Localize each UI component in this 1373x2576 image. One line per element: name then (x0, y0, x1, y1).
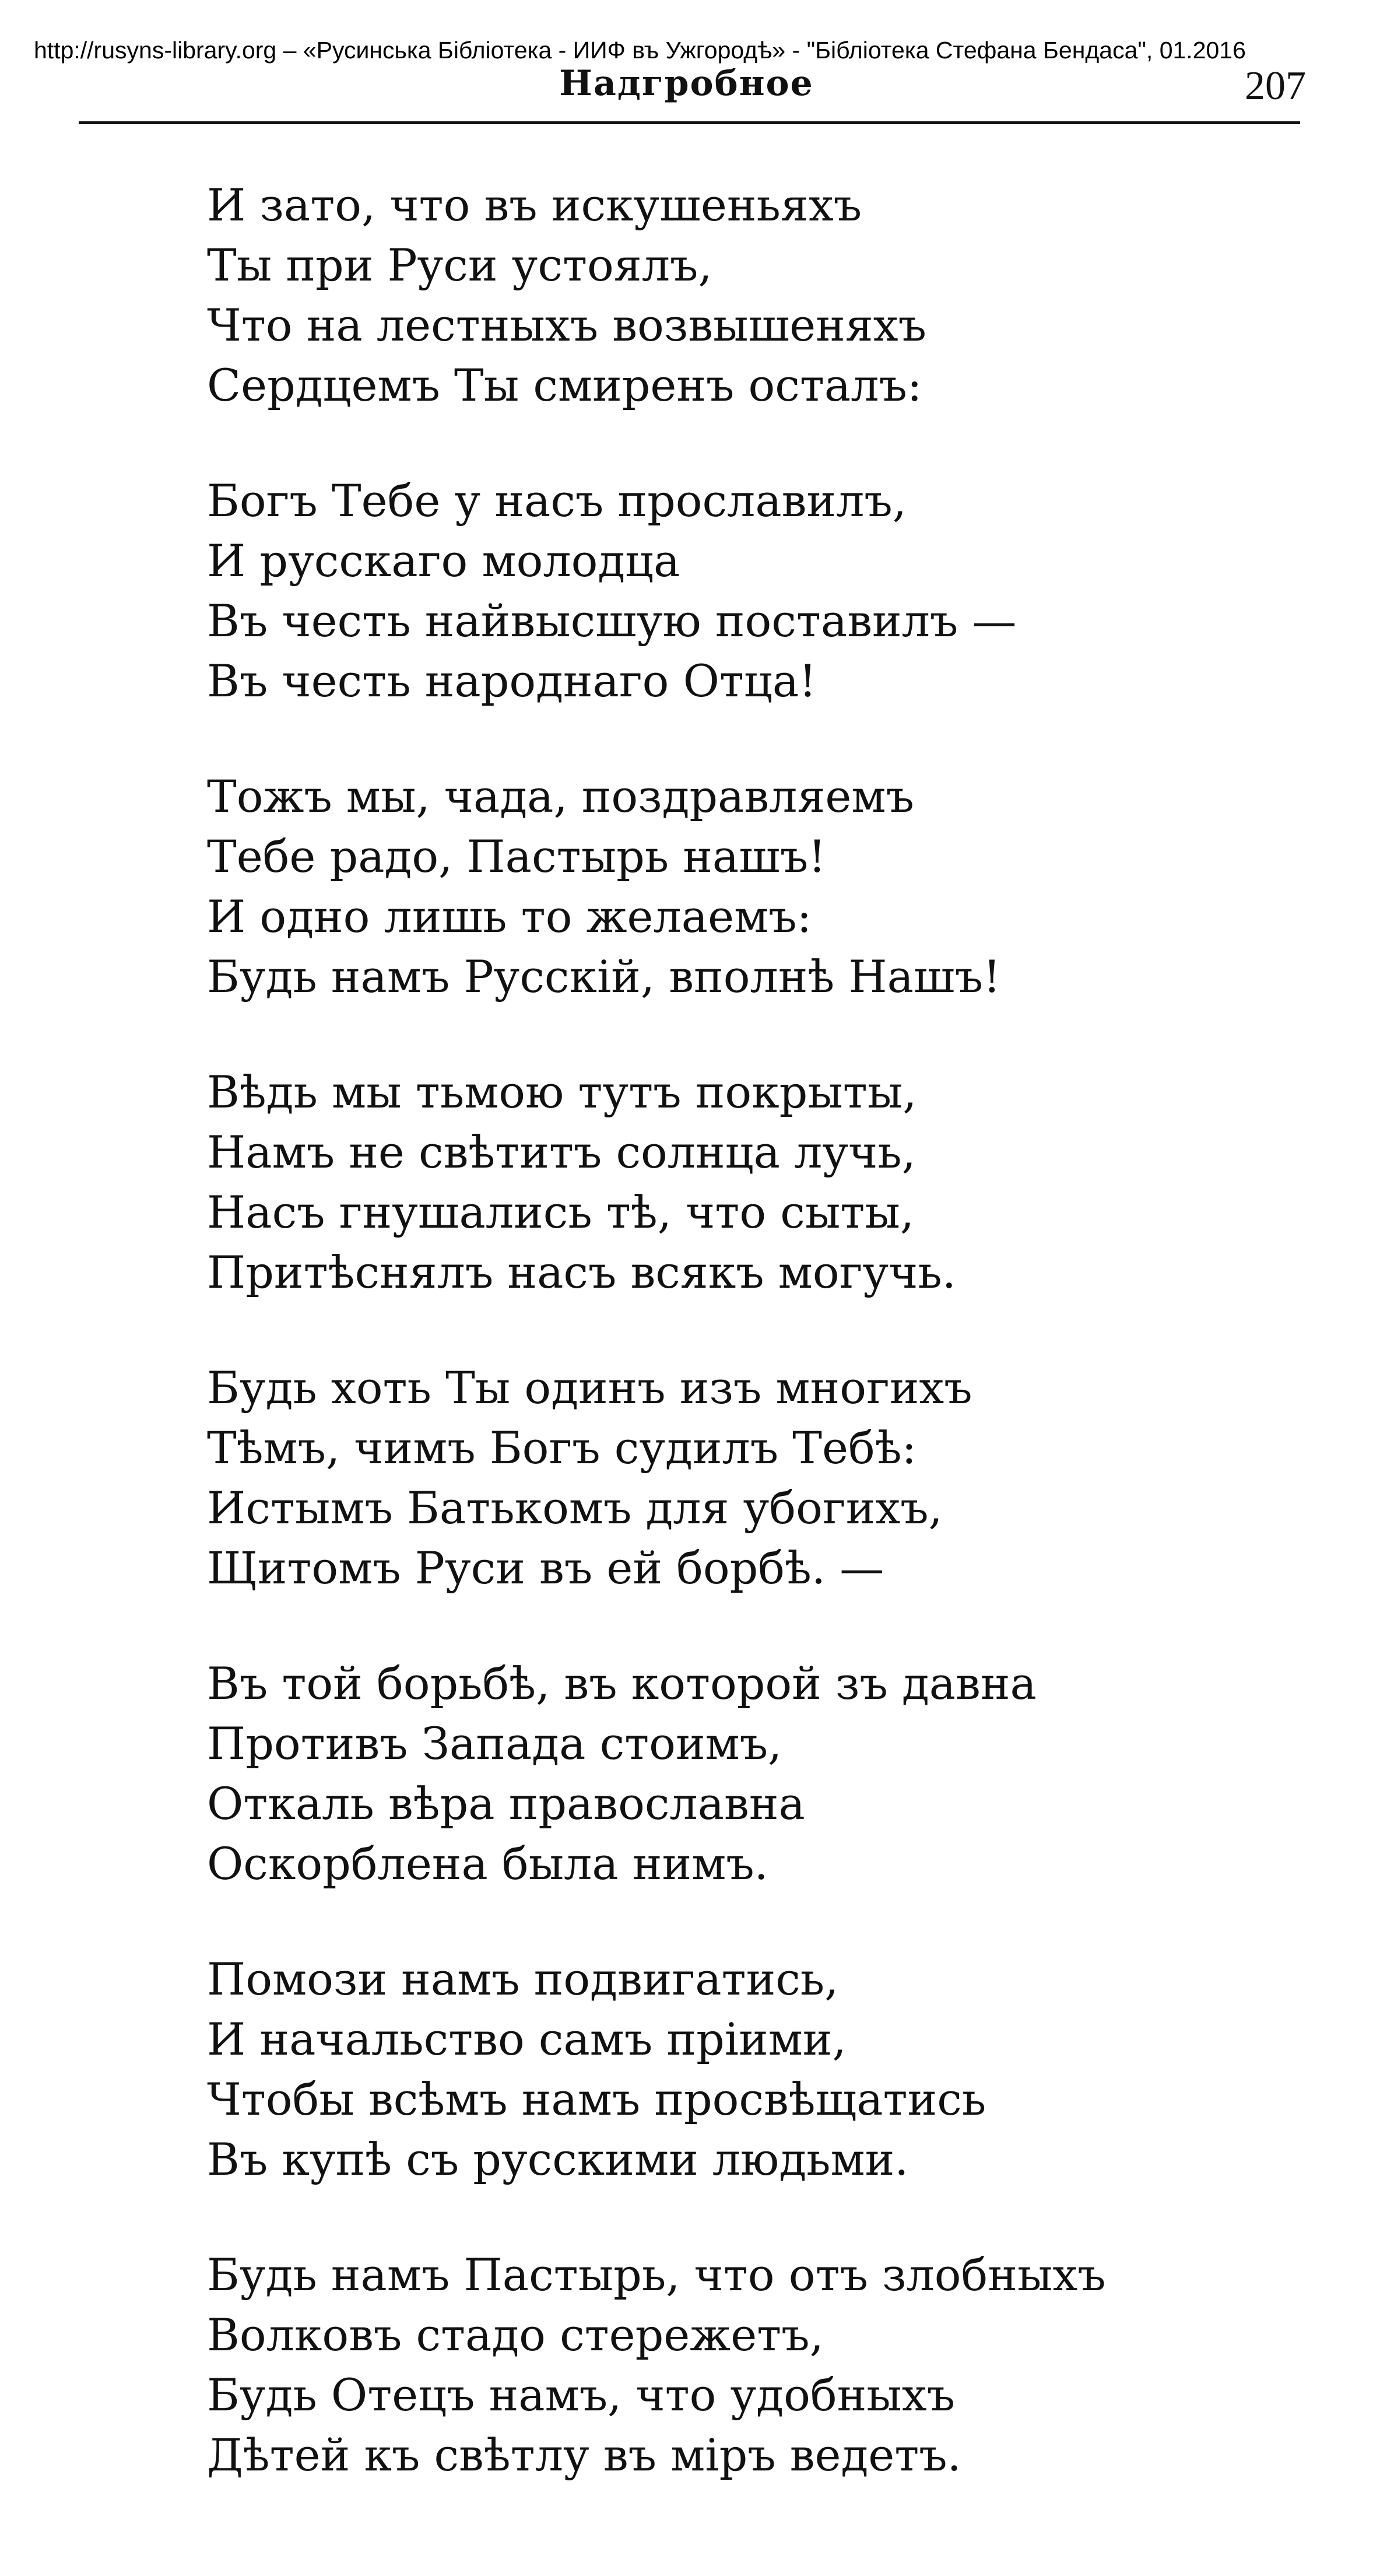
poem-line: Будь хоть Ты одинъ изъ многихъ (207, 1362, 972, 1414)
poem-line: Въ той борьбѣ, въ которой зъ давна (207, 1657, 1037, 1709)
poem-line: Насъ гнушались тѣ, что сыты, (207, 1186, 914, 1238)
poem-line: И начальство самъ пріими, (207, 2013, 847, 2065)
poem-line: Сердцемъ Ты смиренъ осталъ: (207, 359, 922, 411)
poem-line: Что на лестныхъ возвышеняхъ (207, 299, 926, 351)
stanza (207, 1949, 1286, 2189)
stanza (207, 2245, 1286, 2485)
stanza (207, 1358, 1286, 1598)
poem-line: Ты при Руси устоялъ, (207, 239, 712, 291)
poem-line: Истымъ Батькомъ для убогихъ, (207, 1482, 943, 1534)
page-title: Надгробное (559, 63, 814, 104)
poem-line: Оскорблена была нимъ. (207, 1838, 768, 1890)
poem-line: Волковъ стадо стережетъ, (207, 2309, 824, 2361)
poem-line: Будь намъ Пастырь, что отъ злобныхъ (207, 2249, 1106, 2301)
poem-line: Дѣтей къ свѣтлу въ міръ ведетъ. (207, 2429, 961, 2481)
poem-line: Въ купѣ съ русскими людьми. (207, 2133, 909, 2185)
poem-line: И одно лишь то желаемъ: (207, 891, 812, 942)
poem-line: Чтобы всѣмъ намъ просвѣщатись (207, 2073, 986, 2125)
poem-line: Будь намъ Русскій, вполнѣ Нашъ! (207, 951, 1001, 1003)
stanza (207, 471, 1286, 711)
stanza (207, 1062, 1286, 1302)
poem-line: Будь Отецъ намъ, что удобныхъ (207, 2369, 955, 2421)
page-number: 207 (1245, 64, 1306, 108)
poem-line: Притѣснялъ насъ всякъ могучь. (207, 1246, 956, 1298)
poem-line: Вѣдь мы тьмою тутъ покрыты, (207, 1066, 917, 1118)
poem-line: Тожъ мы, чада, поздравляемъ (207, 770, 914, 822)
poem-line: И зато, что въ искушеньяхъ (207, 179, 862, 231)
running-header (0, 63, 1373, 110)
poem-line: Тѣмъ, чимъ Богъ судилъ Тебѣ: (207, 1422, 917, 1474)
poem-line: Помози намъ подвигатись, (207, 1953, 839, 2005)
poem (207, 175, 1286, 2540)
poem-line: Откаль вѣра православна (207, 1778, 805, 1830)
stanza (207, 766, 1286, 1007)
poem-line: Тебе радо, Пастырь нашъ! (207, 830, 826, 882)
poem-line: И русскаго молодца (207, 535, 680, 587)
poem-line: Богъ Тебе у насъ прославилъ, (207, 475, 907, 527)
poem-line: Въ честь найвысшую поставилъ — (207, 595, 1017, 647)
stanza (207, 175, 1286, 415)
stanza (207, 1653, 1286, 1894)
poem-line: Намъ не свѣтитъ солнца лучь, (207, 1126, 916, 1178)
source-url-line: http://rusyns-library.org – «Русинська Бібліотека - ИИФ въ Ужгородѣ» - "Бібліотека Стефана Бендаса", 01.2016 (34, 37, 1246, 64)
poem-line: Въ честь народнаго Отца! (207, 655, 817, 707)
poem-line: Противъ Запада стоимъ, (207, 1718, 782, 1769)
poem-line: Щитомъ Руси въ ей борбѣ. — (207, 1542, 884, 1594)
header-rule (79, 121, 1300, 124)
